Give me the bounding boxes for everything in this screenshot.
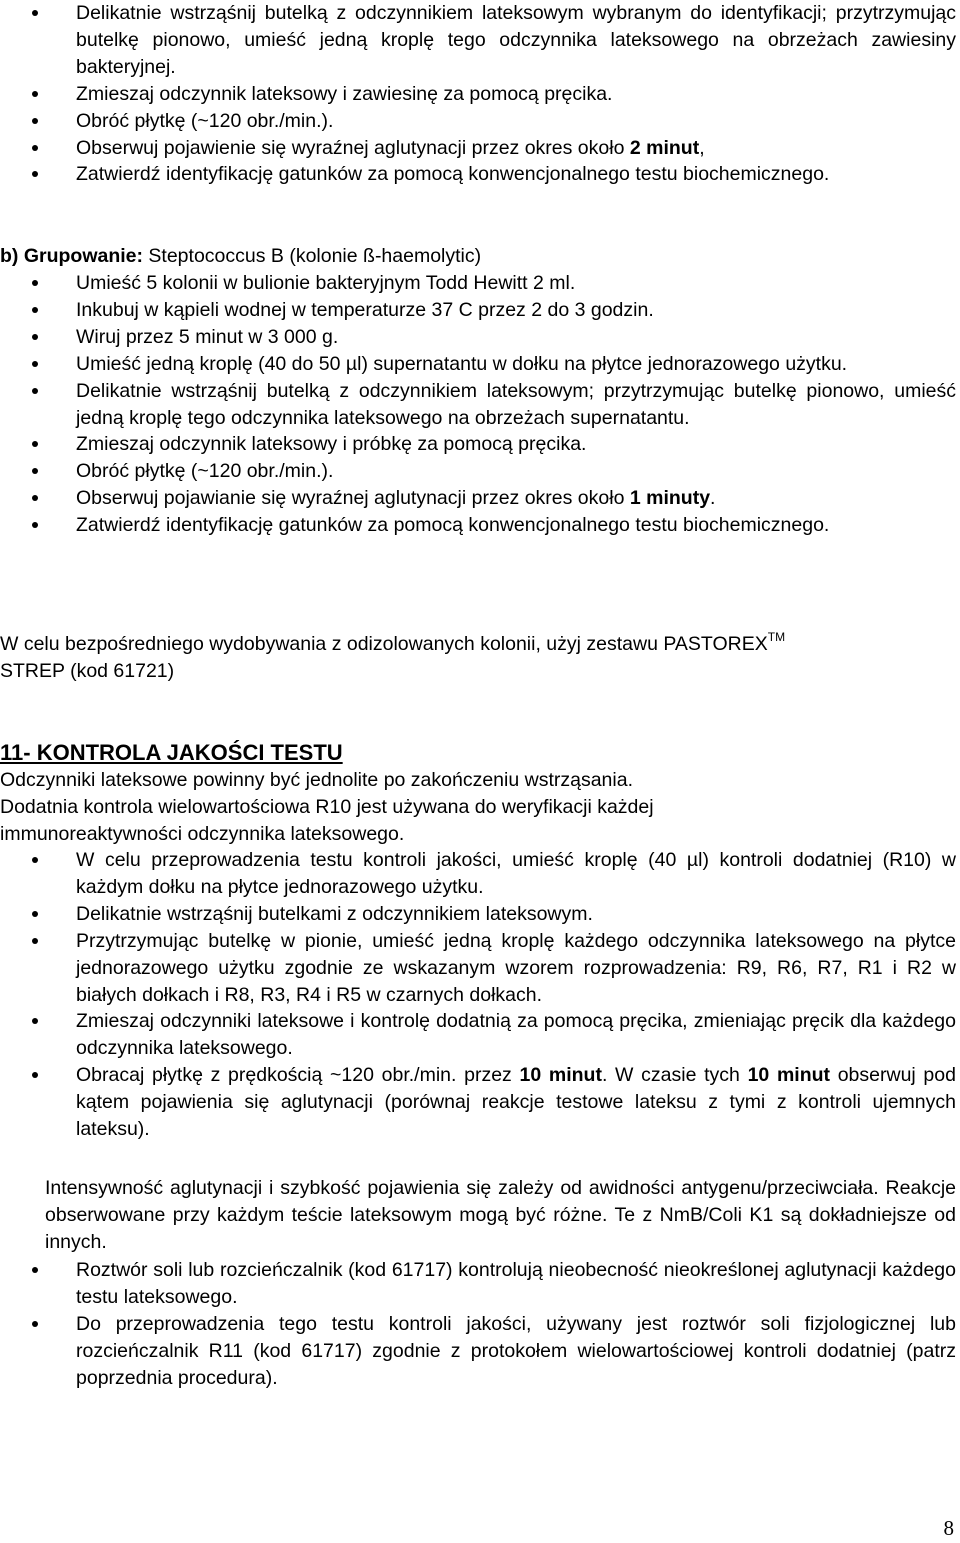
procedure-list-b [0, 270, 956, 539]
list-item [0, 378, 956, 432]
list-item-text: Przytrzymując butelkę w pionie, umieść jedną kroplę każdego odczynnika lateksowego na płytce jednorazowego użytku zgodnie ze wskazanym wzorem rozprowadzenia: R9, R6, R7, R1 i R2 w białych dołkach i R8, R3, R4 i R5 w czarnych dołkach. [76, 929, 956, 1006]
list-item [0, 108, 956, 135]
list-item [0, 847, 956, 901]
list-item [0, 1008, 956, 1062]
list-item-text: W celu przeprowadzenia testu kontroli jakości, umieść kroplę (40 µl) kontroli dodatniej (R10) w każdym dołku na płytce jednorazowego użytku. [76, 849, 956, 898]
list-item-text: Obracaj płytkę z prędkością ~120 obr./min. przez [76, 1064, 520, 1087]
emphasis-duration: 2 minut [629, 136, 700, 159]
intensity-paragraph: Intensywność aglutynacji i szybkość pojawienia się zależy od awidności antygenu/przeciwciała. Reakcje obserwowane przy każdym teście lateksowym mogą być różne. Te z NmB/Coli K1 są dokładniejsze od innych. [45, 1177, 956, 1253]
list-item [0, 351, 956, 378]
list-item-text: Wiruj przez 5 minut w 3 000 g. [76, 325, 339, 348]
list-item-text: Zmieszaj odczynnik lateksowy i zawiesinę za pomocą pręcika. [76, 82, 613, 105]
section-11-intro [0, 767, 956, 848]
list-item-text: , [699, 136, 705, 159]
list-item-text: Delikatnie wstrząśnij butelką z odczynnikiem lateksowym wybranym do identyfikacji; przytrzymując butelkę pionowo, umieść jedną kroplę tego odczynnika lateksowego na obrzeżach zawiesiny bakteryjnej. [76, 2, 956, 78]
list-item [0, 0, 956, 81]
pastorex-text: W celu bezpośredniego wydobywania z odizolowanych kolonii, użyj zestawu PASTOREX [0, 633, 768, 655]
pastorex-kit-code: STREP (kod 61721) [0, 659, 175, 682]
list-item-text: Roztwór soli lub rozcieńczalnik (kod 61717) kontrolują nieobecność nieokreślonej aglutynacji każdego testu lateksowego. [76, 1259, 956, 1308]
list-item-text: Zmieszaj odczynniki lateksowe i kontrolę dodatnią za pomocą pręcika, zmieniając pręcik dla każdego odczynnika lateksowego. [76, 1010, 956, 1060]
list-item-text: Do przeprowadzenia tego testu kontroli jakości, używany jest roztwór soli fizjologicznej lub rozcieńczalnik R11 (kod 61717) zgodnie z protokołem wielowartościowej kontroli dodatniej (patrz poprzednia procedura). [76, 1312, 956, 1389]
trademark-mark: TM [767, 630, 786, 644]
pastorex-paragraph [0, 631, 956, 685]
grouping-label: b) Grupowanie: [0, 245, 143, 267]
list-item [0, 135, 956, 162]
paragraph-latex-uniform: Odczynniki lateksowe powinny być jednolite po zakończeniu wstrząsania. [0, 769, 633, 791]
list-item [0, 901, 956, 928]
procedure-list-a-container [0, 0, 956, 188]
list-item [0, 1062, 956, 1143]
list-item [0, 297, 956, 324]
list-item [0, 1257, 956, 1311]
list-item-text: . [710, 487, 716, 510]
list-item-text: Zmieszaj odczynnik lateksowy i próbkę za pomocą pręcika. [76, 433, 587, 456]
list-item-text: Umieść jedną kroplę (40 do 50 µl) supernatantu w dołku na płytce jednorazowego użytku. [76, 352, 848, 375]
list-item-text: Obserwuj pojawianie się wyraźnej aglutynacji przez okres około [76, 487, 630, 510]
list-item-text: Delikatnie wstrząśnij butelką z odczynnikiem lateksowym; przytrzymując butelkę pionowo, umieść jedną kroplę tego odczynnika lateksowego na obrzeżach supernatantu. [76, 379, 956, 429]
emphasis-duration: 1 minuty [629, 487, 711, 510]
grouping-section-title [0, 243, 956, 270]
list-item-text: Inkubuj w kąpieli wodnej w temperaturze 37 C przez 2 do 3 godzin. [76, 298, 654, 321]
paragraph-positive-control: Dodatnia kontrola wielowartościowa R10 jest używana do weryfikacji każdej immunoreaktywności odczynnika lateksowego. [0, 795, 654, 845]
list-item-text: Obróć płytkę (~120 obr./min.). [76, 460, 334, 483]
quality-control-list-container [0, 847, 956, 1143]
saline-control-list [0, 1257, 956, 1392]
list-item-text: Obserwuj pojawienie się wyraźnej aglutynacji przez okres około [76, 136, 630, 159]
list-item [0, 1311, 956, 1392]
list-item [0, 431, 956, 458]
list-item-text: Zatwierdź identyfikację gatunków za pomocą konwencjonalnego testu biochemicznego. [76, 514, 830, 537]
list-item-text: . W czasie tych [601, 1064, 748, 1087]
section-11-heading: 11- KONTROLA JAKOŚCI TESTU [0, 740, 343, 765]
page-number: 8 [943, 1516, 954, 1540]
list-item [0, 458, 956, 485]
list-item [0, 81, 956, 108]
grouping-description: Steptococcus B (kolonie ß-haemolytic) [143, 245, 482, 267]
saline-control-list-container [0, 1257, 956, 1392]
procedure-list-a [0, 0, 956, 188]
list-item [0, 161, 956, 188]
list-item [0, 512, 956, 539]
list-item-text: Zatwierdź identyfikację gatunków za pomocą konwencjonalnego testu biochemicznego. [76, 163, 830, 186]
list-item-text: Umieść 5 kolonii w bulionie bakteryjnym Todd Hewitt 2 ml. [76, 272, 576, 294]
list-item [0, 485, 956, 512]
list-item-text: obserwuj pod kątem pojawienia się aglutynacji (porównaj reakcje testowe lateksu z tymi z kontroli ujemnych lateksu). [76, 1064, 956, 1141]
emphasis-duration: 10 minut [747, 1064, 831, 1087]
emphasis-duration: 10 minut [519, 1064, 602, 1087]
list-item-text: Obróć płytkę (~120 obr./min.). [76, 109, 334, 132]
list-item [0, 270, 956, 297]
list-item-text: Delikatnie wstrząśnij butelkami z odczynnikiem lateksowym. [76, 902, 593, 925]
list-item [0, 324, 956, 351]
procedure-list-b-container [0, 270, 956, 539]
quality-control-list [0, 847, 956, 1143]
list-item [0, 928, 956, 1009]
